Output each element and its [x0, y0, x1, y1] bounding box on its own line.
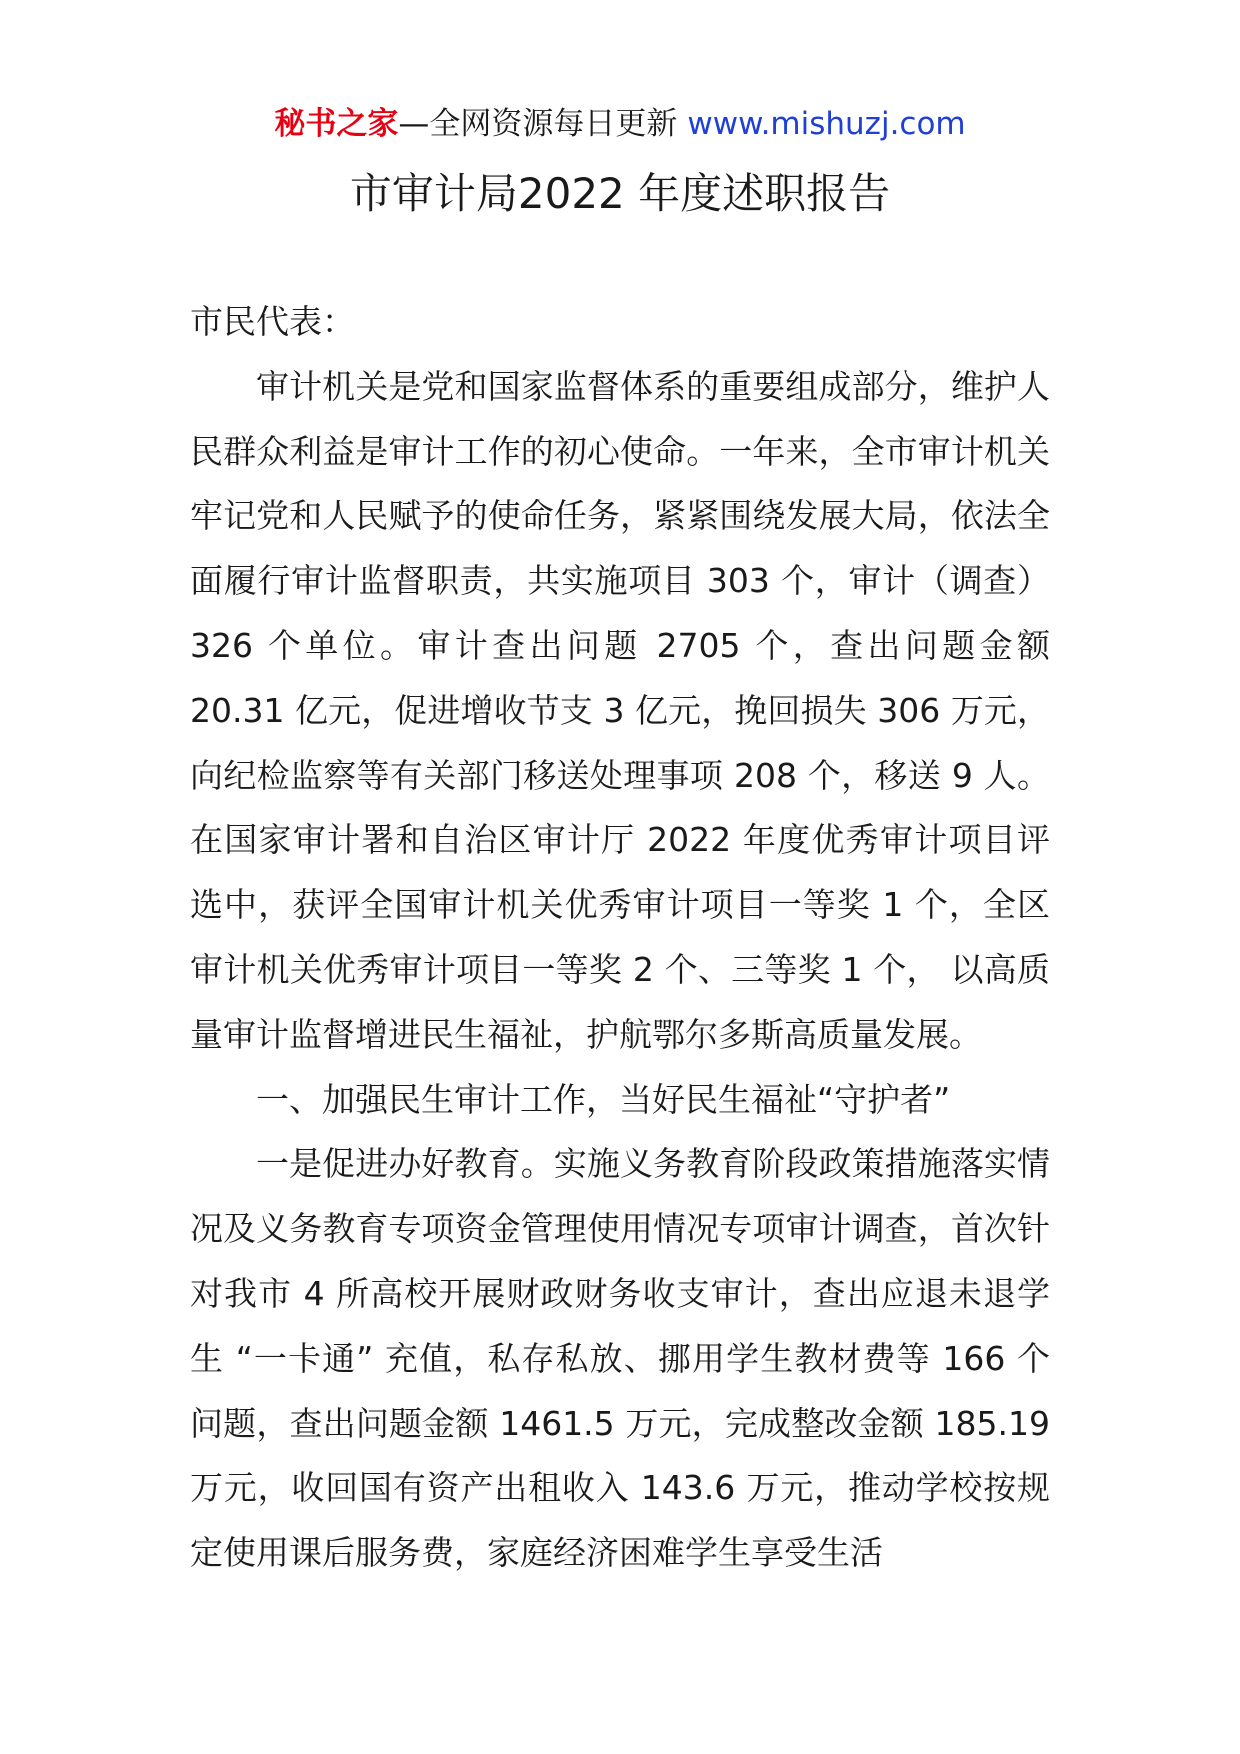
site-url-link[interactable]: www.mishuzj.com [687, 106, 966, 142]
brand-name: 秘书之家 [274, 106, 399, 142]
site-header [0, 102, 1240, 146]
document-body [190, 290, 1050, 1586]
site-tagline: —全网资源每日更新 [398, 106, 678, 142]
salutation: 市民代表： [190, 302, 355, 341]
section-heading-1: 一、加强民生审计工作，当好民生福祉“守护者” [256, 1079, 951, 1119]
paragraph-intro: 审计机关是党和国家监督体系的重要组成部分，维护人民群众利益是审计工作的初心使命。一年来，全市审计机关牢记党和人民赋予的使命任务，紧紧围绕发展大局，依法全面履行审计监督职责，共实施项目 303 个，审计（调查） 326 个单位。审计查出问题 2705 个，查出问题金额 20.31 亿元，促进增收节支 3 亿元，挽回损失 306 万元，向纪检监察等有关部门移送处理事项 208 个，移送 9 人。在国家审计署和自治区审计厅 2022 年度优秀审计项目评选中，获评全国审计机关优秀审计项目一等奖 1 个，全区审计机关优秀审计项目一等奖 2 个、三等奖 1 个， 以高质量审计监督增进民生福祉，护航鄂尔多斯高质量发展。 [190, 366, 1050, 1054]
document-title: 市审计局2022 年度述职报告 [349, 169, 891, 218]
paragraph-education: 一是促进办好教育。实施义务教育阶段政策措施落实情况及义务教育专项资金管理使用情况专项审计调查，首次针对我市 4 所高校开展财政财务收支审计，查出应退未退学生 “一卡通” 充值，私存私放、挪用学生教材费等 166 个问题，查出问题金额 1461.5 万元，完成整改金额 185.19 万元，收回国有资产出租收入 143.6 万元，推动学校按规定使用课后服务费，家庭经济困难学生享受生活 [190, 1144, 1050, 1573]
